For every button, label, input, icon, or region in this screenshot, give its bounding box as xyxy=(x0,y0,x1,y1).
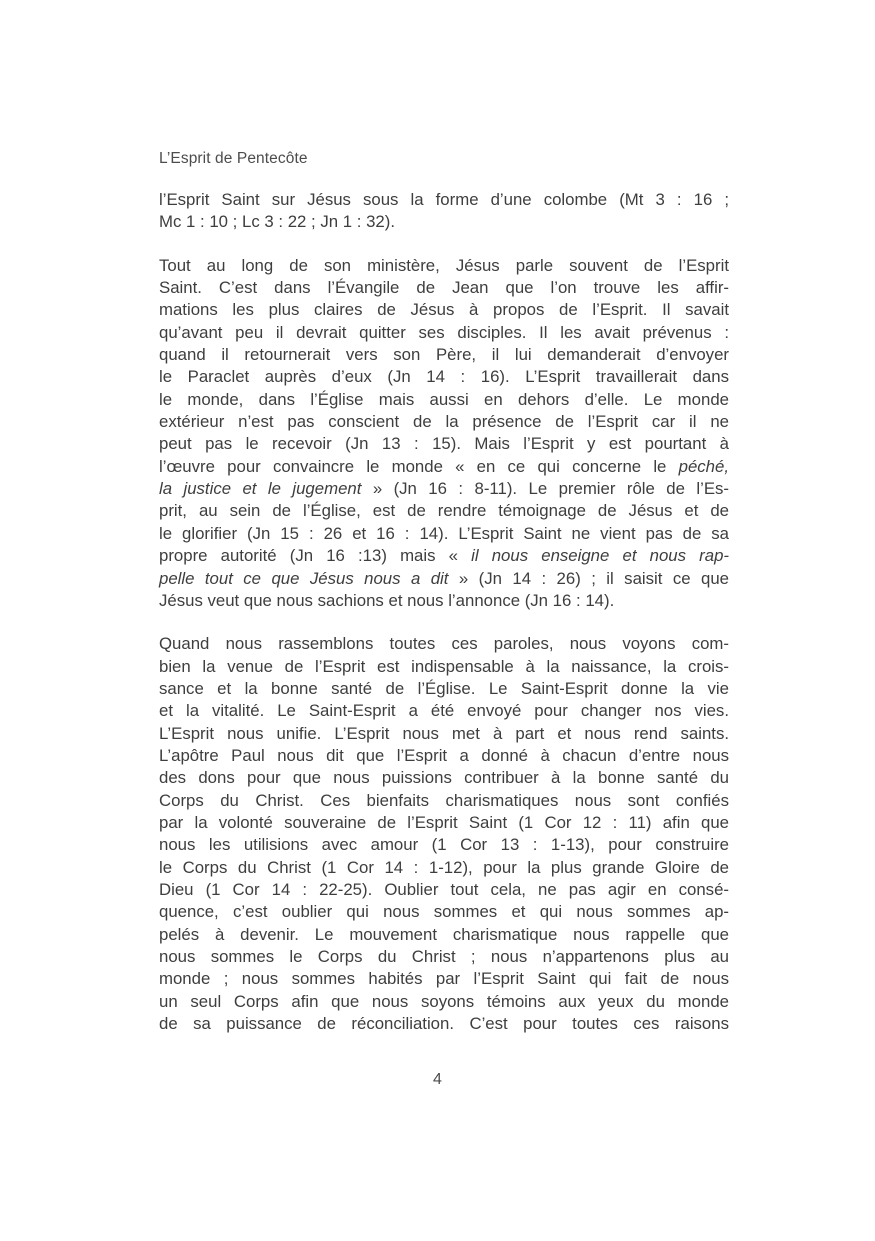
text-run: le monde, dans l’Église mais aussi en dehors d’elle. Le monde xyxy=(159,389,729,409)
text-run: de sa puissance de réconciliation. C’est pour toutes ces raisons xyxy=(159,1014,729,1034)
text-line xyxy=(159,211,729,233)
text-line xyxy=(159,924,729,946)
text-run: L’apôtre Paul nous dit que l’Esprit a donné à chacun d’entre nous xyxy=(159,745,729,765)
text-run: le Corps du Christ (1 Cor 14 : 1-12), pour la plus grande Gloire de xyxy=(159,857,729,877)
text-line xyxy=(159,322,729,344)
page-number: 4 xyxy=(433,1071,442,1088)
text-line xyxy=(159,946,729,968)
paragraph xyxy=(159,255,729,613)
text-line xyxy=(159,879,729,901)
text-line xyxy=(159,568,729,590)
text-run: nous les utilisions avec amour (1 Cor 13 : 1-13), pour construire xyxy=(159,835,729,855)
text-run: prit, au sein de l’Église, est de rendre témoignage de Jésus et de xyxy=(159,501,729,521)
text-line xyxy=(159,857,729,879)
text-run: Quand nous rassemblons toutes ces paroles, nous voyons com- xyxy=(159,634,729,654)
text-run: la justice et le jugement xyxy=(159,479,362,499)
text-run: extérieur n’est pas conscient de la présence de l’Esprit car il ne xyxy=(159,412,729,432)
text-run: Mc 1 : 10 ; Lc 3 : 22 ; Jn 1 : 32). xyxy=(159,212,395,232)
text-run: Saint. C’est dans l’Évangile de Jean que l’on trouve les affir- xyxy=(159,278,729,298)
text-line xyxy=(159,366,729,388)
text-run: péché, xyxy=(678,456,729,476)
text-line xyxy=(159,723,729,745)
text-line xyxy=(159,968,729,990)
paragraph xyxy=(159,189,729,234)
text-run: par la volonté souveraine de l’Esprit Saint (1 Cor 12 : 11) afin que xyxy=(159,812,729,832)
text-line xyxy=(159,456,729,478)
text-line xyxy=(159,277,729,299)
text-line xyxy=(159,790,729,812)
text-line xyxy=(159,678,729,700)
text-run: quence, c’est oublier qui nous sommes et qui nous sommes ap- xyxy=(159,902,729,922)
text-line xyxy=(159,745,729,767)
text-line xyxy=(159,767,729,789)
text-line xyxy=(159,700,729,722)
text-run: Tout au long de son ministère, Jésus parle souvent de l’Esprit xyxy=(159,255,729,275)
text-line xyxy=(159,478,729,500)
text-run: le Paraclet auprès d’eux (Jn 14 : 16). L’Esprit travaillerait dans xyxy=(159,367,729,387)
body-text xyxy=(159,189,729,1056)
text-run: et la vitalité. Le Saint-Esprit a été envoyé pour changer nos vies. xyxy=(159,701,729,721)
text-run: Dieu (1 Cor 14 : 22-25). Oublier tout cela, ne pas agir en consé- xyxy=(159,879,729,899)
text-line xyxy=(159,299,729,321)
text-line xyxy=(159,500,729,522)
text-run: » (Jn 16 : 8-11). Le premier rôle de l’Es- xyxy=(361,479,729,499)
text-run: monde ; nous sommes habités par l’Esprit Saint qui fait de nous xyxy=(159,969,729,989)
text-line xyxy=(159,389,729,411)
text-run: sance et la bonne santé de l’Église. Le Saint-Esprit donne la vie xyxy=(159,678,729,698)
text-line xyxy=(159,901,729,923)
text-run: Jésus veut que nous sachions et nous l’annonce (Jn 16 : 14). xyxy=(159,590,615,610)
text-run: nous sommes le Corps du Christ ; nous n’appartenons plus au xyxy=(159,947,729,966)
text-line xyxy=(159,523,729,545)
text-line xyxy=(159,545,729,567)
text-line xyxy=(159,255,729,277)
text-line xyxy=(159,433,729,455)
text-run: quand il retournerait vers son Père, il lui demanderait d’envoyer xyxy=(159,345,729,365)
text-run: l’Esprit Saint sur Jésus sous la forme d’une colombe (Mt 3 : 16 ; xyxy=(159,190,729,209)
text-line xyxy=(159,590,729,612)
text-run: l’œuvre pour convaincre le monde « en ce qui concerne le xyxy=(159,456,679,476)
text-run: L’Esprit nous unifie. L’Esprit nous met à part et nous rend saints. xyxy=(159,723,729,743)
text-run: un seul Corps afin que nous soyons témoins aux yeux du monde xyxy=(159,991,729,1011)
running-header: L’Esprit de Pentecôte xyxy=(159,150,308,167)
text-run: le glorifier (Jn 15 : 26 et 16 : 14). L’Esprit Saint ne vient pas de sa xyxy=(159,523,729,543)
text-run: propre autorité (Jn 16 :13) mais « xyxy=(159,546,472,566)
text-run: peut pas le recevoir (Jn 13 : 15). Mais l’Esprit y est pourtant à xyxy=(159,434,729,454)
text-run: Corps du Christ. Ces bienfaits charismatiques nous sont confiés xyxy=(159,790,729,810)
text-run: pelle tout ce que Jésus nous a dit xyxy=(159,568,449,588)
paragraph xyxy=(159,633,729,1035)
text-run: il nous enseigne et nous rap- xyxy=(471,546,729,566)
text-line xyxy=(159,411,729,433)
text-run: qu’avant peu il devrait quitter ses disciples. Il les avait prévenus : xyxy=(159,322,729,342)
text-line xyxy=(159,991,729,1013)
text-run: mations les plus claires de Jésus à propos de l’Esprit. Il savait xyxy=(159,300,729,320)
text-run: » (Jn 14 : 26) ; il saisit ce que xyxy=(448,568,729,588)
text-run: des dons pour que nous puissions contribuer à la bonne santé du xyxy=(159,768,729,788)
text-line xyxy=(159,812,729,834)
text-run: bien la venue de l’Esprit est indispensable à la naissance, la crois- xyxy=(159,656,729,676)
text-run: pelés à devenir. Le mouvement charismatique nous rappelle que xyxy=(159,924,729,944)
text-line xyxy=(159,633,729,655)
text-line xyxy=(159,344,729,366)
text-line xyxy=(159,834,729,856)
text-line xyxy=(159,656,729,678)
text-line xyxy=(159,1013,729,1035)
text-line xyxy=(159,189,729,211)
